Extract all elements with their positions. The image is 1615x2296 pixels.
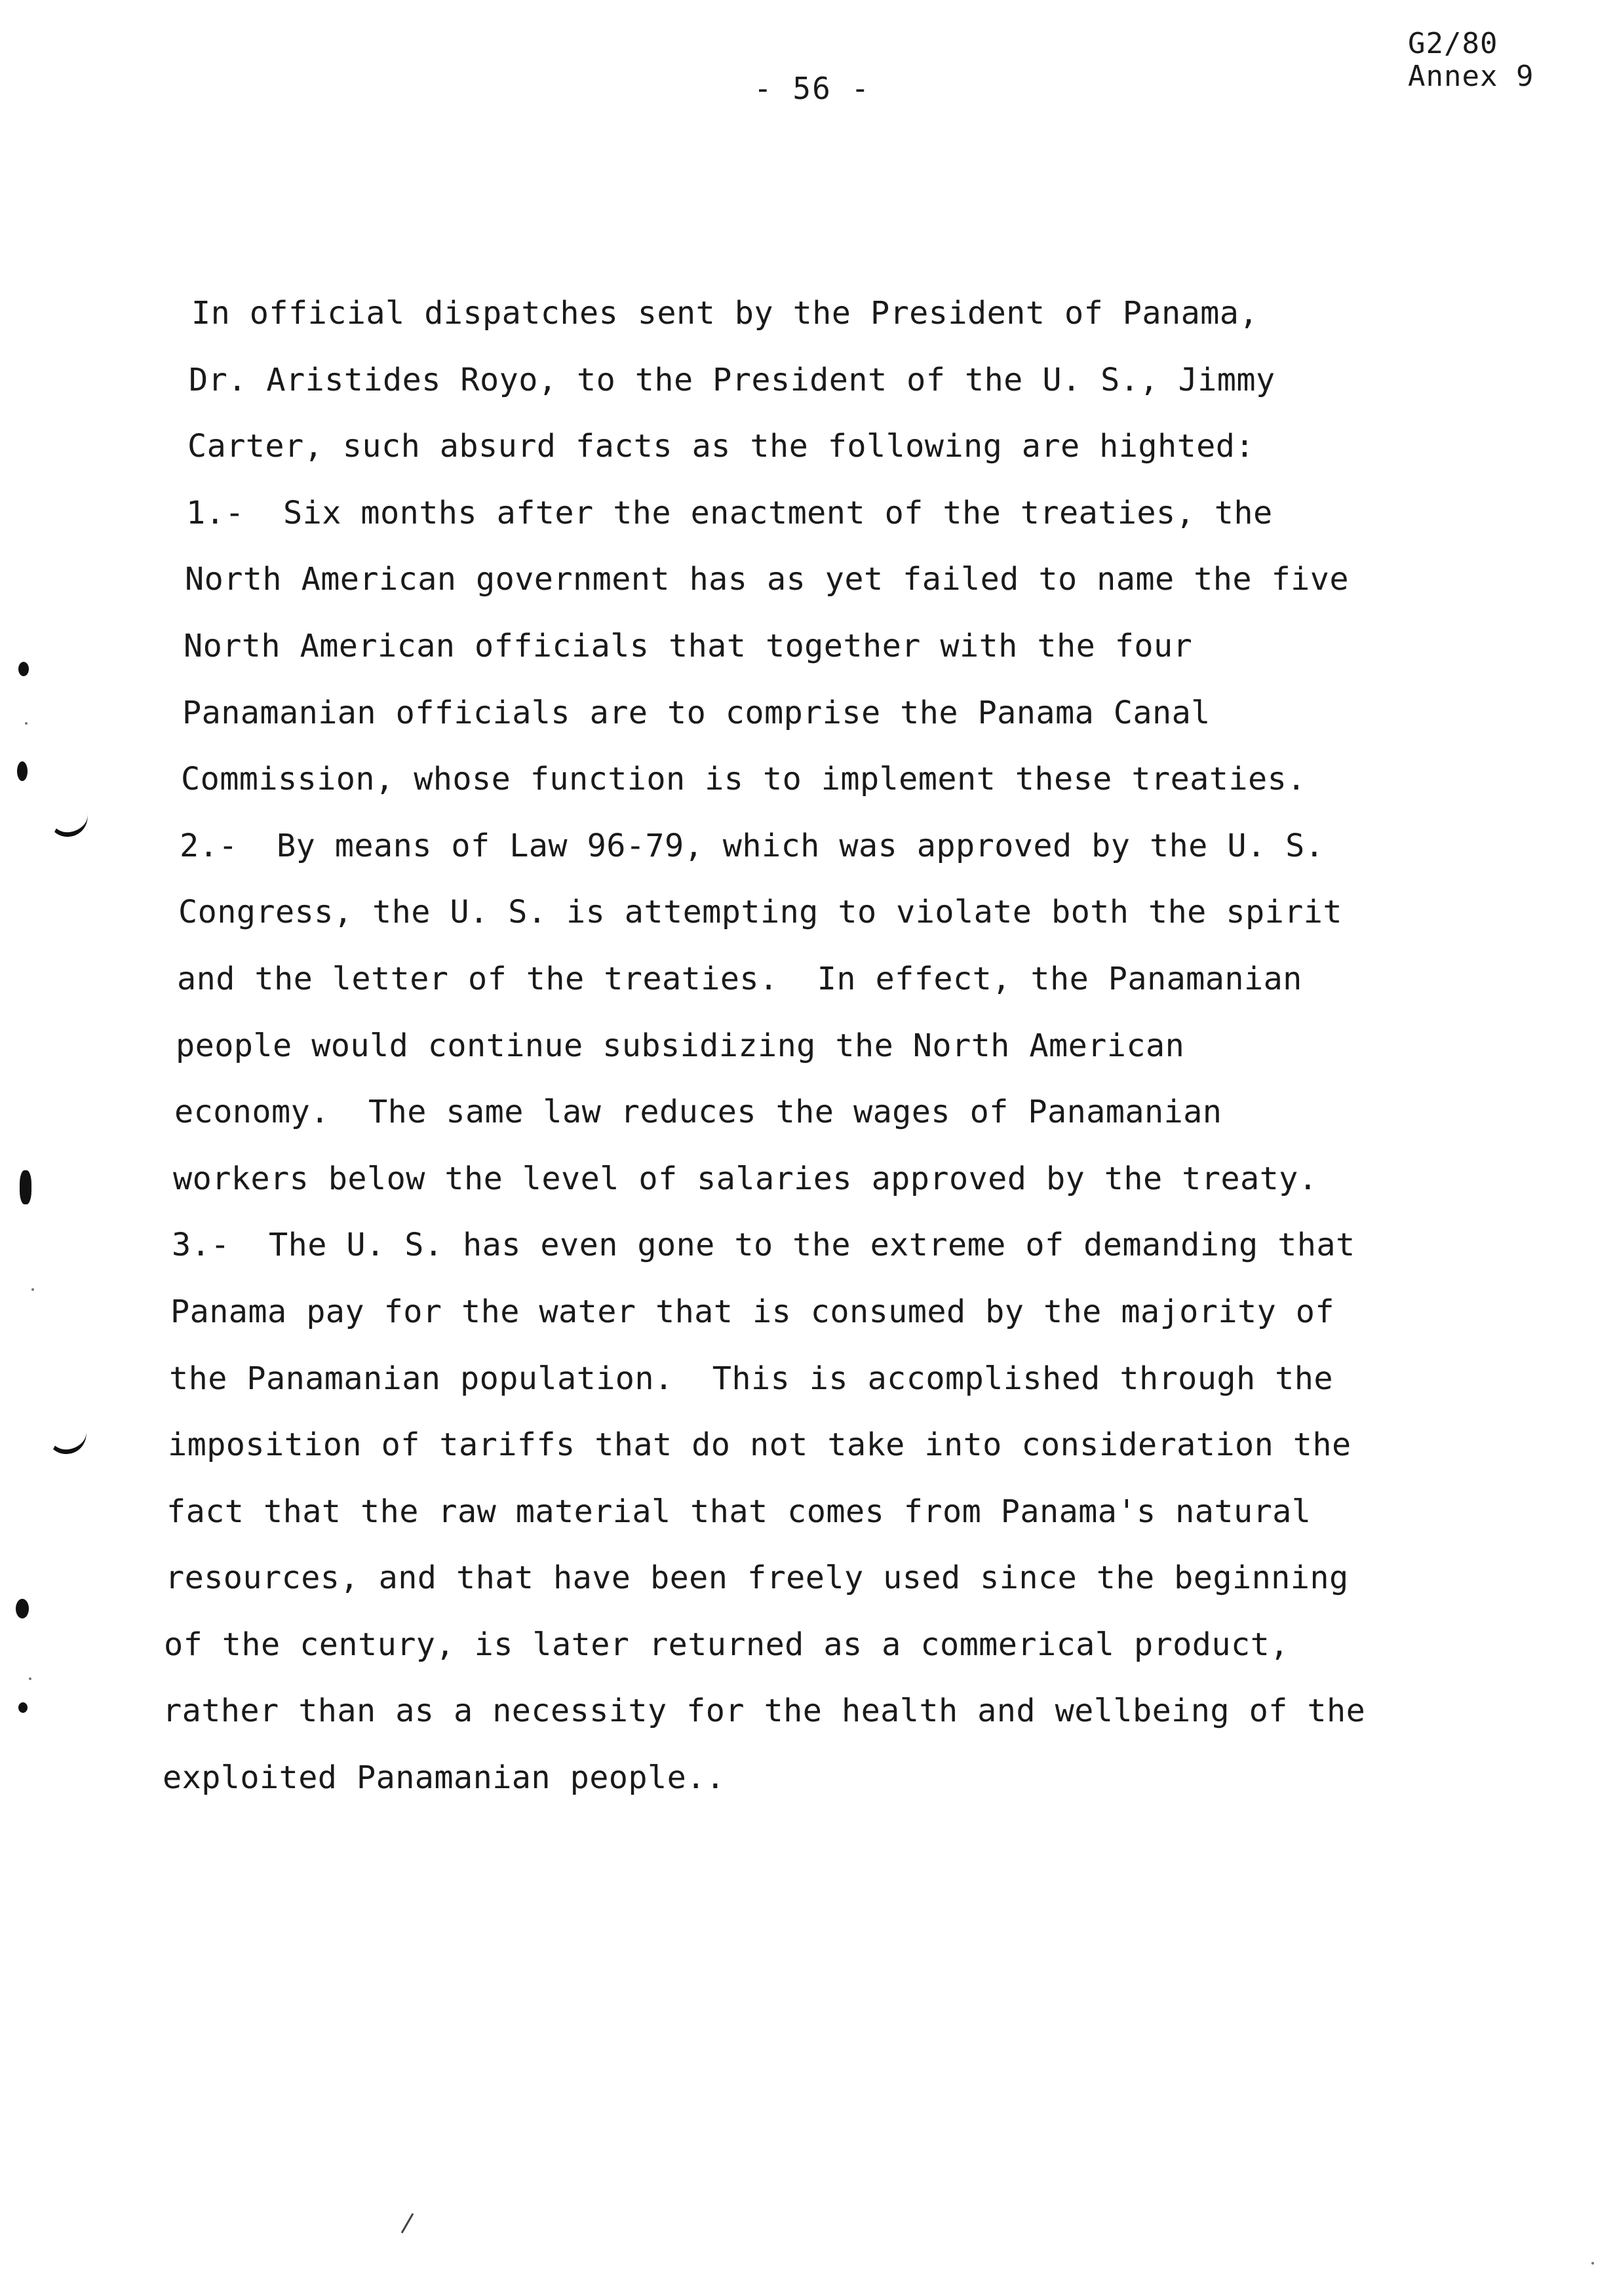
- annex-label: Annex 9: [1408, 60, 1534, 93]
- text-line: of the century, is later returned as a commerical product,: [164, 1626, 1289, 1663]
- scan-mark: [16, 1599, 29, 1618]
- text-line: imposition of tariffs that do not take into consideration the: [168, 1426, 1352, 1464]
- binding-hook-mark: [47, 807, 90, 839]
- text-line: and the letter of the treaties. In effect, the Panamanian: [177, 960, 1302, 997]
- text-line: North American government has as yet failed to name the five: [185, 561, 1349, 598]
- text-line: 1.- Six months after the enactment of the treaties, the: [186, 494, 1273, 531]
- scan-mark: [18, 1702, 28, 1713]
- stray-pen-mark: [401, 2213, 414, 2234]
- scan-speck: [31, 1288, 34, 1291]
- page-number: - 56 -: [754, 71, 871, 106]
- scan-mark: [17, 761, 28, 781]
- text-line: economy. The same law reduces the wages of Panamanian: [174, 1094, 1222, 1131]
- scan-speck: [25, 722, 28, 725]
- text-line: exploited Panamanian people..: [163, 1759, 726, 1797]
- text-line: Commission, whose function is to implement these treaties.: [181, 761, 1306, 798]
- text-line: In official dispatches sent by the President of Panama,: [191, 295, 1258, 332]
- text-line: Panama pay for the water that is consumed by the majority of: [170, 1293, 1334, 1330]
- document-reference: [1408, 28, 1534, 93]
- text-line: rather than as a necessity for the health and wellbeing of the: [163, 1693, 1366, 1730]
- text-line: North American officials that together with the four: [184, 627, 1193, 664]
- text-line: Congress, the U. S. is attempting to violate both the spirit: [178, 894, 1342, 931]
- binding-hook-mark: [45, 1425, 88, 1457]
- text-line: 2.- By means of Law 96-79, which was approved by the U. S.: [180, 827, 1325, 864]
- text-line: people would continue subsidizing the North American: [176, 1027, 1185, 1064]
- scan-mark: [20, 1170, 31, 1204]
- text-line: 3.- The U. S. has even gone to the extreme of demanding that: [172, 1227, 1355, 1264]
- text-line: Carter, such absurd facts as the following are highted:: [187, 428, 1255, 465]
- body-text: [163, 294, 1473, 1825]
- document-code: G2/80: [1408, 27, 1498, 60]
- text-line: fact that the raw material that comes from Panama's natural: [166, 1493, 1312, 1530]
- scan-speck: [1591, 2262, 1594, 2265]
- scan-speck: [29, 1677, 31, 1680]
- text-line: Panamanian officials are to comprise the Panama Canal: [182, 694, 1211, 731]
- scan-mark: [18, 662, 29, 676]
- text-line: Dr. Aristides Royo, to the President of the U. S., Jimmy: [189, 361, 1275, 398]
- text-line: workers below the level of salaries approved by the treaty.: [173, 1160, 1318, 1197]
- text-line: resources, and that have been freely used since the beginning: [165, 1559, 1349, 1597]
- text-line: the Panamanian population. This is accomplished through the: [169, 1360, 1333, 1397]
